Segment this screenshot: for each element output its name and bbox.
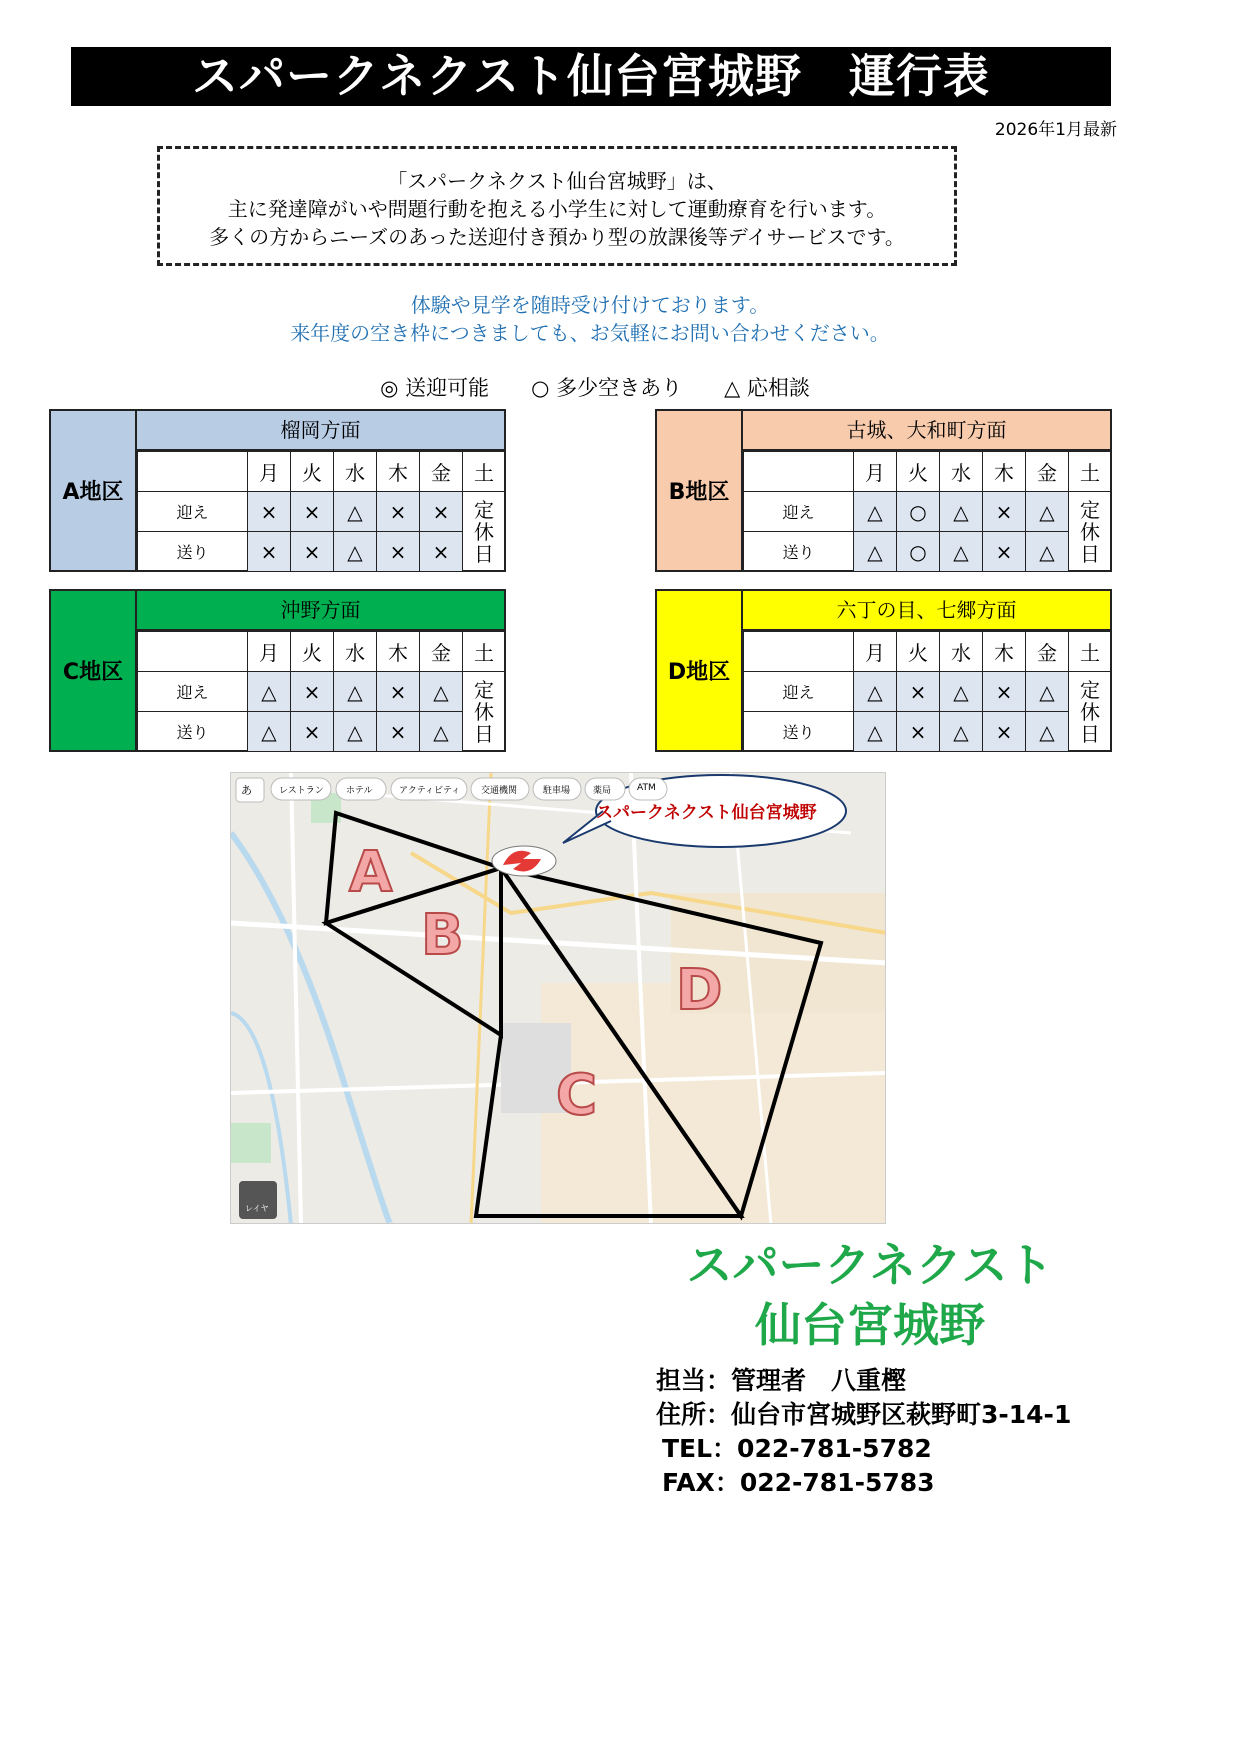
- day-header: 火: [897, 632, 940, 672]
- notice: [0, 291, 1180, 347]
- saturday-closed: [1069, 672, 1112, 752]
- day-header: 水: [334, 632, 377, 672]
- availability-cell: ×: [897, 672, 940, 712]
- availability-cell: △: [1026, 712, 1069, 752]
- header-blank: [744, 452, 854, 492]
- day-header: 水: [940, 452, 983, 492]
- direction-label: 古城、大和町方面: [743, 411, 1110, 451]
- contact-manager: 担当：管理者 八重樫: [656, 1366, 907, 1395]
- day-header: 火: [291, 632, 334, 672]
- brand-line: 仙台宮城野: [755, 1298, 985, 1352]
- contact-fax: FAX：022-781-5783: [662, 1468, 935, 1497]
- saturday-closed: [463, 672, 506, 752]
- area-table: [49, 589, 506, 752]
- schedule-grid: [743, 451, 1112, 572]
- availability-cell: ×: [248, 532, 291, 572]
- map-chip-parking[interactable]: 駐車場: [543, 786, 571, 796]
- schedule-grid: [137, 631, 506, 752]
- notice-line: 来年度の空き枠につきましても、お気軽にお問い合わせください。: [290, 321, 890, 345]
- row-label: 迎え: [138, 492, 248, 532]
- day-header: 月: [248, 452, 291, 492]
- intro-line: 主に発達障がいや問題行動を抱える小学生に対して運動療育を行います。: [227, 197, 887, 221]
- map-zone-c: C: [556, 1063, 598, 1128]
- availability-cell: ○: [897, 492, 940, 532]
- availability-cell: ×: [291, 712, 334, 752]
- availability-cell: ×: [897, 712, 940, 752]
- saturday-closed-char: 定: [474, 497, 494, 522]
- availability-cell: △: [854, 492, 897, 532]
- schedule-grid: [137, 451, 506, 572]
- header-blank: [744, 632, 854, 672]
- map-zone-b: B: [421, 903, 464, 968]
- map-callout-label: スパークネクスト仙台宮城野: [596, 803, 817, 823]
- row-label: 送り: [138, 532, 248, 572]
- day-header: 金: [420, 452, 463, 492]
- row-label: 迎え: [744, 672, 854, 712]
- availability-cell: △: [854, 532, 897, 572]
- saturday-closed-char: 日: [474, 721, 494, 746]
- day-header: 水: [940, 632, 983, 672]
- availability-cell: ×: [291, 532, 334, 572]
- availability-cell: △: [334, 492, 377, 532]
- map-chip-atm[interactable]: ATM: [637, 783, 656, 793]
- row-label: 迎え: [138, 672, 248, 712]
- availability-cell: ×: [291, 672, 334, 712]
- availability-cell: △: [854, 672, 897, 712]
- saturday-closed-char: 日: [1080, 541, 1100, 566]
- area-table: [655, 589, 1112, 752]
- row-label: 送り: [744, 532, 854, 572]
- availability-cell: △: [334, 672, 377, 712]
- availability-cell: △: [940, 532, 983, 572]
- day-header: 木: [983, 452, 1026, 492]
- saturday-closed-char: 日: [474, 541, 494, 566]
- brand-name: [600, 1235, 1140, 1355]
- map-zone-d: D: [676, 958, 723, 1023]
- day-header: 木: [377, 632, 420, 672]
- day-header: 月: [248, 632, 291, 672]
- saturday-closed: [463, 492, 506, 572]
- day-header: 土: [463, 632, 506, 672]
- availability-cell: ×: [983, 712, 1026, 752]
- map-chip-transit[interactable]: 交通機関: [481, 786, 518, 796]
- day-header: 土: [1069, 632, 1112, 672]
- direction-label: 沖野方面: [137, 591, 504, 631]
- availability-cell: △: [248, 672, 291, 712]
- day-header: 金: [1026, 452, 1069, 492]
- map-toolbar-lang[interactable]: あ: [241, 784, 252, 797]
- map-graphic: [231, 773, 886, 1224]
- saturday-closed: [1069, 492, 1112, 572]
- availability-cell: ×: [377, 492, 420, 532]
- intro-line: 「スパークネクスト仙台宮城野」は、: [387, 169, 727, 193]
- availability-cell: ×: [377, 672, 420, 712]
- availability-cell: ×: [291, 492, 334, 532]
- row-label: 送り: [138, 712, 248, 752]
- day-header: 月: [854, 632, 897, 672]
- contact-info: [656, 1364, 1071, 1500]
- day-header: 土: [463, 452, 506, 492]
- zone-label: D地区: [657, 591, 743, 750]
- header-blank: [138, 632, 248, 672]
- availability-cell: △: [420, 672, 463, 712]
- availability-cell: △: [420, 712, 463, 752]
- map-layer-button[interactable]: レイヤ: [245, 1204, 269, 1213]
- availability-cell: △: [940, 712, 983, 752]
- availability-cell: ×: [420, 532, 463, 572]
- map-chip-pharmacy[interactable]: 薬局: [593, 786, 612, 796]
- updated-date: 2026年1月最新: [994, 120, 1117, 140]
- availability-cell: ×: [983, 532, 1026, 572]
- saturday-closed-char: 定: [474, 677, 494, 702]
- availability-cell: ×: [248, 492, 291, 532]
- zone-label: A地区: [51, 411, 137, 570]
- direction-label: 榴岡方面: [137, 411, 504, 451]
- availability-cell: △: [248, 712, 291, 752]
- map-chip-restaurant[interactable]: レストラン: [279, 786, 324, 796]
- map-zone-a: A: [349, 840, 393, 905]
- saturday-closed-char: 定: [1080, 497, 1100, 522]
- availability-cell: △: [334, 712, 377, 752]
- notice-line: 体験や見学を随時受け付けております。: [410, 293, 770, 317]
- map-chip-activity[interactable]: アクティビティ: [399, 786, 461, 796]
- availability-cell: ×: [983, 492, 1026, 532]
- zone-label: C地区: [51, 591, 137, 750]
- schedule-grid: [743, 631, 1112, 752]
- availability-cell: △: [1026, 532, 1069, 572]
- availability-cell: △: [1026, 492, 1069, 532]
- day-header: 火: [897, 452, 940, 492]
- header-blank: [138, 452, 248, 492]
- availability-cell: △: [940, 672, 983, 712]
- row-label: 送り: [744, 712, 854, 752]
- day-header: 土: [1069, 452, 1112, 492]
- availability-cell: ○: [897, 532, 940, 572]
- brand-line: スパークネクスト: [686, 1238, 1054, 1292]
- area-map[interactable]: [230, 772, 886, 1224]
- availability-cell: △: [854, 712, 897, 752]
- saturday-closed-char: 日: [1080, 721, 1100, 746]
- map-chip-hotel[interactable]: ホテル: [346, 786, 373, 796]
- row-label: 迎え: [744, 492, 854, 532]
- day-header: 木: [983, 632, 1026, 672]
- day-header: 金: [420, 632, 463, 672]
- day-header: 水: [334, 452, 377, 492]
- availability-cell: △: [334, 532, 377, 572]
- contact-address: 住所：仙台市宮城野区萩野町3-14-1: [656, 1400, 1072, 1429]
- day-header: 火: [291, 452, 334, 492]
- day-header: 金: [1026, 632, 1069, 672]
- intro-box: [157, 146, 957, 266]
- availability-cell: ×: [377, 712, 420, 752]
- availability-cell: △: [940, 492, 983, 532]
- saturday-closed-char: 休: [474, 519, 494, 544]
- intro-line: 多くの方からニーズのあった送迎付き預かり型の放課後等デイサービスです。: [209, 225, 905, 249]
- zone-label: B地区: [657, 411, 743, 570]
- availability-cell: ×: [377, 532, 420, 572]
- page-title: スパークネクスト仙台宮城野 運行表: [71, 47, 1111, 106]
- saturday-closed-char: 定: [1080, 677, 1100, 702]
- legend: ◎ 送迎可能 ○ 多少空きあり △ 応相談: [380, 376, 810, 400]
- availability-cell: ×: [983, 672, 1026, 712]
- direction-label: 六丁の目、七郷方面: [743, 591, 1110, 631]
- day-header: 月: [854, 452, 897, 492]
- saturday-closed-char: 休: [474, 699, 494, 724]
- availability-cell: △: [1026, 672, 1069, 712]
- availability-cell: ×: [420, 492, 463, 532]
- day-header: 木: [377, 452, 420, 492]
- saturday-closed-char: 休: [1080, 519, 1100, 544]
- contact-tel[interactable]: TEL：022-781-5782: [662, 1434, 932, 1463]
- saturday-closed-char: 休: [1080, 699, 1100, 724]
- area-table: [655, 409, 1112, 572]
- area-table: [49, 409, 506, 572]
